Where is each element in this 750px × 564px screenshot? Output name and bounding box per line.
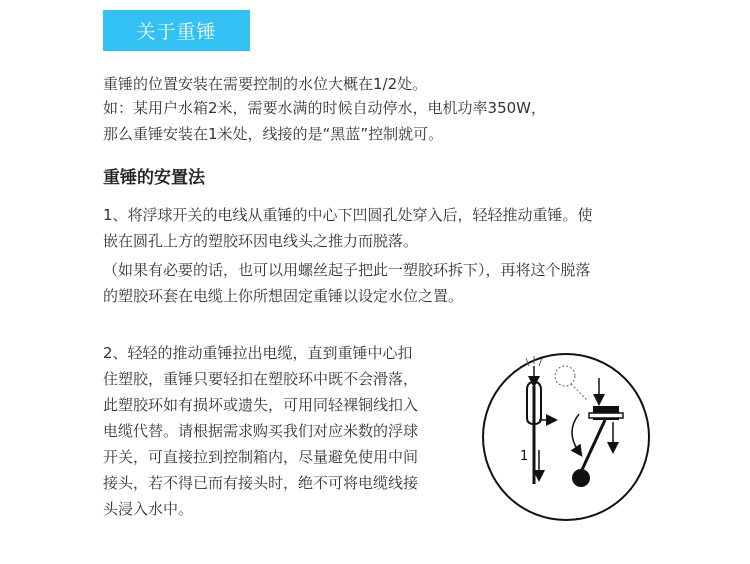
step1-line-2: 嵌在圆孔上方的塑胶环因电线头之推力而脱落。 — [103, 232, 419, 250]
float-ball — [572, 469, 590, 487]
curved-arrow — [572, 414, 579, 452]
step1-line-3: （如果有必要的话，也可以用螺丝起子把此一塑胶环拆下），再将这个脱落 — [103, 261, 591, 279]
diagram-label: 1 — [520, 449, 529, 464]
step1-line-1: 1、将浮球开关的电线从重锤的中心下凹圆孔处穿入后，轻轻推动重锤。使 — [103, 206, 593, 224]
lever-rod — [581, 420, 605, 472]
step2-line: 2、轻轻的推动重锤拉出电缆，直到重锤中心扣 — [103, 344, 413, 362]
dashed-float-circle — [555, 366, 575, 386]
dashed-line — [571, 384, 587, 400]
step2-line: 头浸入水中。 — [103, 500, 194, 518]
step1-line-4: 的塑胶环套在电缆上你所想固定重锤以设定水位之置。 — [103, 287, 464, 305]
step2-line: 电缆代替。请根据需求购买我们对应米数的浮球 — [103, 422, 419, 440]
left-weight-figure — [520, 356, 552, 484]
right-weight-figure — [555, 366, 623, 487]
counterweight-diagram — [481, 352, 651, 522]
step2-line: 住塑胶，重锤只要轻扣在塑胶环中既不会滑落， — [103, 370, 419, 388]
intro-line-1: 重锤的位置安装在需要控制的水位大概在1/2处。 — [103, 75, 428, 93]
step2-line: 开关，可直接拉到控制箱内，尽量避免使用中间 — [103, 448, 419, 466]
step2-line: 此塑胶环如有损坏或遗失，可用同轻裸铜线扣入 — [103, 396, 419, 414]
intro-line-3: 那么重锤安装在1米处，线接的是“黑蓝”控制就可。 — [103, 125, 444, 143]
step2-line: 接头，若不得已而有接头时，绝不可将电缆线接 — [103, 474, 419, 492]
method-heading: 重锤的安置法 — [103, 168, 205, 188]
intro-line-2: 如：某用户水箱2米，需要水满的时候自动停水，电机功率350W， — [103, 99, 547, 117]
diagram-circle — [483, 354, 649, 520]
section-title: 关于重锤 — [103, 10, 250, 51]
step2-paragraph — [103, 340, 418, 522]
